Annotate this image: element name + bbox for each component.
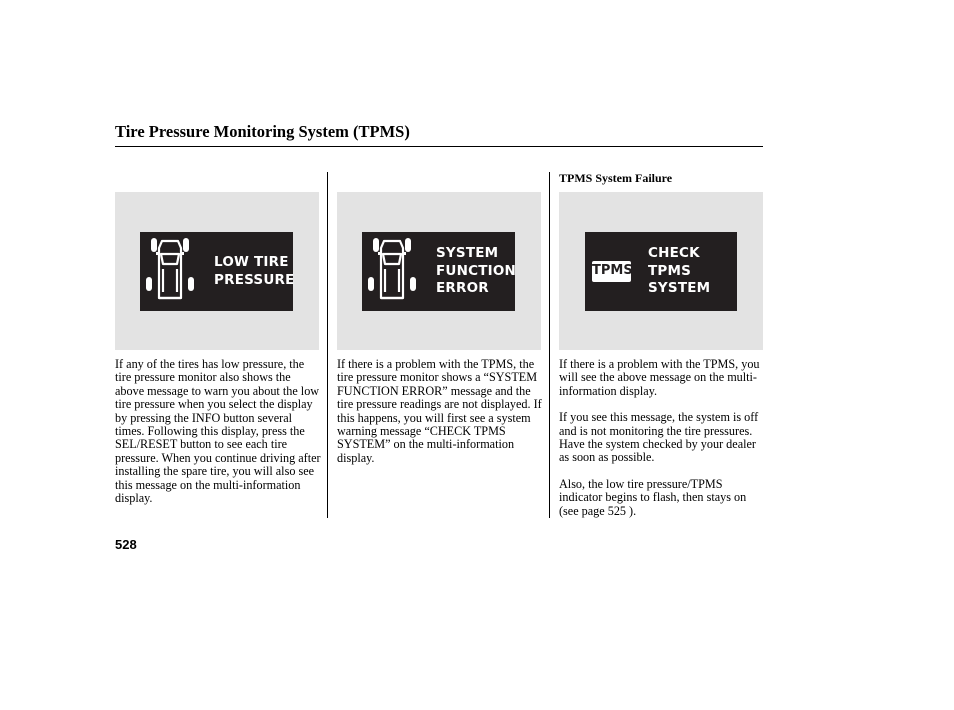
car-tires-icon xyxy=(140,232,200,311)
display-message: LOW TIRE PRESSURE xyxy=(214,254,295,288)
paragraph: If there is a problem with the TPMS, you will see the above message on the multi-information display. xyxy=(559,357,760,398)
column-text-1 xyxy=(115,358,322,505)
display-panel-system-error xyxy=(337,192,541,350)
column-text-2 xyxy=(337,358,542,465)
info-display-screen xyxy=(585,232,737,311)
paragraph: Also, the low tire pressure/TPMS indicator begins to flash, then stays on (see page 525 ). xyxy=(559,476,747,518)
paragraph: If you see this message, the system is off and is not monitoring the tire pressures. Have the system checked by your dealer as soon as possible. xyxy=(559,410,759,465)
display-panel-low-tire xyxy=(115,192,319,350)
title-rule xyxy=(115,146,763,147)
paragraph: If any of the tires has low pressure, the tire pressure monitor also shows the above message to warn you about the low tire pressure when you select the display by pressing the INFO button several times. Following this display, press the SEL/RESET button to see each tire pressure. When you continue driving after installing the spare tire, you will also see this message on the multi-information display. xyxy=(115,357,321,506)
info-display-screen xyxy=(362,232,515,311)
display-panel-check-tpms xyxy=(559,192,763,350)
info-display-screen xyxy=(140,232,293,311)
display-message: SYSTEM FUNCTION ERROR xyxy=(436,245,516,296)
section-heading-tpms-failure: TPMS System Failure xyxy=(559,171,673,185)
page-number: 528 xyxy=(115,537,137,552)
column-divider-1 xyxy=(327,172,328,518)
column-text-3 xyxy=(559,358,763,518)
car-tires-icon xyxy=(362,232,422,311)
column-divider-2 xyxy=(549,172,550,518)
tpms-indicator-icon: TPMS xyxy=(592,261,631,282)
page-title: Tire Pressure Monitoring System (TPMS) xyxy=(115,122,410,141)
display-message: CHECK TPMS SYSTEM xyxy=(648,245,711,296)
paragraph: If there is a problem with the TPMS, the tire pressure monitor shows a “SYSTEM FUNCTION ERROR” message and the tire pressure readings are not displayed. If this happens, you will first see a system warning message “CHECK TPMS SYSTEM” on the multi-information display. xyxy=(337,357,542,465)
